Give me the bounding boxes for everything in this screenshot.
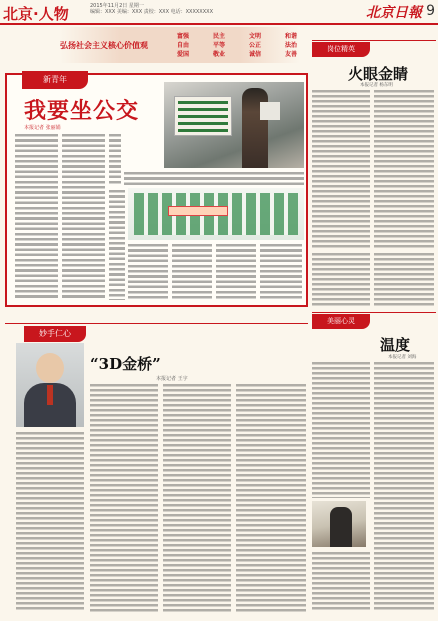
lower-byline: 本报记者 王宇 bbox=[156, 376, 188, 382]
text-column bbox=[128, 244, 168, 300]
text-column bbox=[172, 244, 212, 300]
text-column bbox=[374, 253, 434, 308]
route-highlight bbox=[168, 206, 228, 216]
column-tag-post-elite: 岗位精英 bbox=[312, 42, 370, 57]
value-word: 爱国 bbox=[177, 51, 190, 58]
text-column bbox=[163, 384, 231, 612]
person-figure bbox=[330, 507, 352, 547]
section-title: 北京·人物 bbox=[3, 5, 69, 23]
value-word: 自由 bbox=[177, 42, 190, 49]
article-photo-route-map bbox=[128, 188, 304, 240]
text-column bbox=[90, 384, 158, 612]
value-word: 平等 bbox=[212, 42, 225, 49]
value-word: 公正 bbox=[248, 42, 261, 49]
person-figure bbox=[242, 88, 268, 168]
main-headline: 我要坐公交 bbox=[24, 99, 140, 124]
column-tag-new-youth: 新青年 bbox=[22, 71, 88, 89]
text-column bbox=[216, 244, 256, 300]
doctor-portrait-photo bbox=[16, 343, 84, 427]
right-column-divider bbox=[312, 312, 436, 313]
text-column bbox=[312, 362, 370, 498]
issue-date: 2015年11月2日 星期一 bbox=[90, 3, 144, 9]
text-column bbox=[312, 90, 370, 250]
page-number: 9 bbox=[426, 3, 435, 19]
right-article-photo bbox=[312, 501, 366, 547]
text-column bbox=[312, 552, 370, 612]
text-column bbox=[236, 384, 306, 612]
portrait-face bbox=[36, 353, 64, 383]
column-tag-beautiful-soul: 美丽心灵 bbox=[312, 314, 370, 329]
value-word: 法治 bbox=[284, 42, 297, 49]
right-headline-1: 火眼金睛 bbox=[348, 65, 409, 83]
text-column bbox=[15, 134, 58, 300]
slogan-text: 弘扬社会主义核心价值观 bbox=[60, 41, 148, 50]
text-column bbox=[109, 190, 125, 300]
newspaper-logo: 北京日報 bbox=[366, 5, 422, 21]
issue-info bbox=[90, 3, 213, 15]
lower-headline: “3D金桥” bbox=[90, 355, 161, 373]
page-header bbox=[0, 0, 438, 25]
values-row bbox=[177, 41, 297, 50]
value-word: 富强 bbox=[177, 33, 190, 40]
main-byline: 本报记者 张丽娟 bbox=[24, 125, 61, 131]
portrait-tie bbox=[47, 385, 53, 405]
text-column bbox=[374, 90, 434, 250]
right-column-divider bbox=[312, 40, 436, 41]
slogan-band bbox=[0, 27, 300, 63]
value-word: 和谐 bbox=[284, 33, 297, 40]
text-column bbox=[374, 362, 434, 612]
value-word: 诚信 bbox=[248, 51, 261, 58]
held-paper bbox=[260, 102, 280, 120]
text-column bbox=[62, 134, 105, 300]
bus-stop-sign bbox=[174, 96, 232, 136]
values-row bbox=[177, 50, 297, 59]
right-headline-2: 温度 bbox=[380, 336, 411, 354]
value-word: 文明 bbox=[248, 33, 261, 40]
value-word: 敬业 bbox=[212, 51, 225, 58]
value-word: 友善 bbox=[284, 51, 297, 58]
column-tag-skilled-hands: 妙手仁心 bbox=[24, 326, 86, 342]
text-column bbox=[312, 253, 370, 308]
photo-caption-block bbox=[124, 172, 304, 186]
editor-line: 编辑：XXX 美编：XXX 责校：XXX 电话：XXXXXXXX bbox=[90, 9, 213, 15]
right-byline-2: 本报记者 刘海 bbox=[388, 355, 417, 360]
values-row bbox=[177, 32, 297, 41]
right-byline-1: 本报记者 杨东明 bbox=[360, 83, 393, 88]
value-word: 民主 bbox=[212, 33, 225, 40]
text-column bbox=[109, 134, 121, 184]
lower-divider bbox=[5, 323, 308, 324]
text-column bbox=[260, 244, 302, 300]
text-column bbox=[16, 432, 84, 612]
core-values bbox=[177, 32, 297, 59]
article-photo-bus-stop bbox=[164, 82, 304, 168]
